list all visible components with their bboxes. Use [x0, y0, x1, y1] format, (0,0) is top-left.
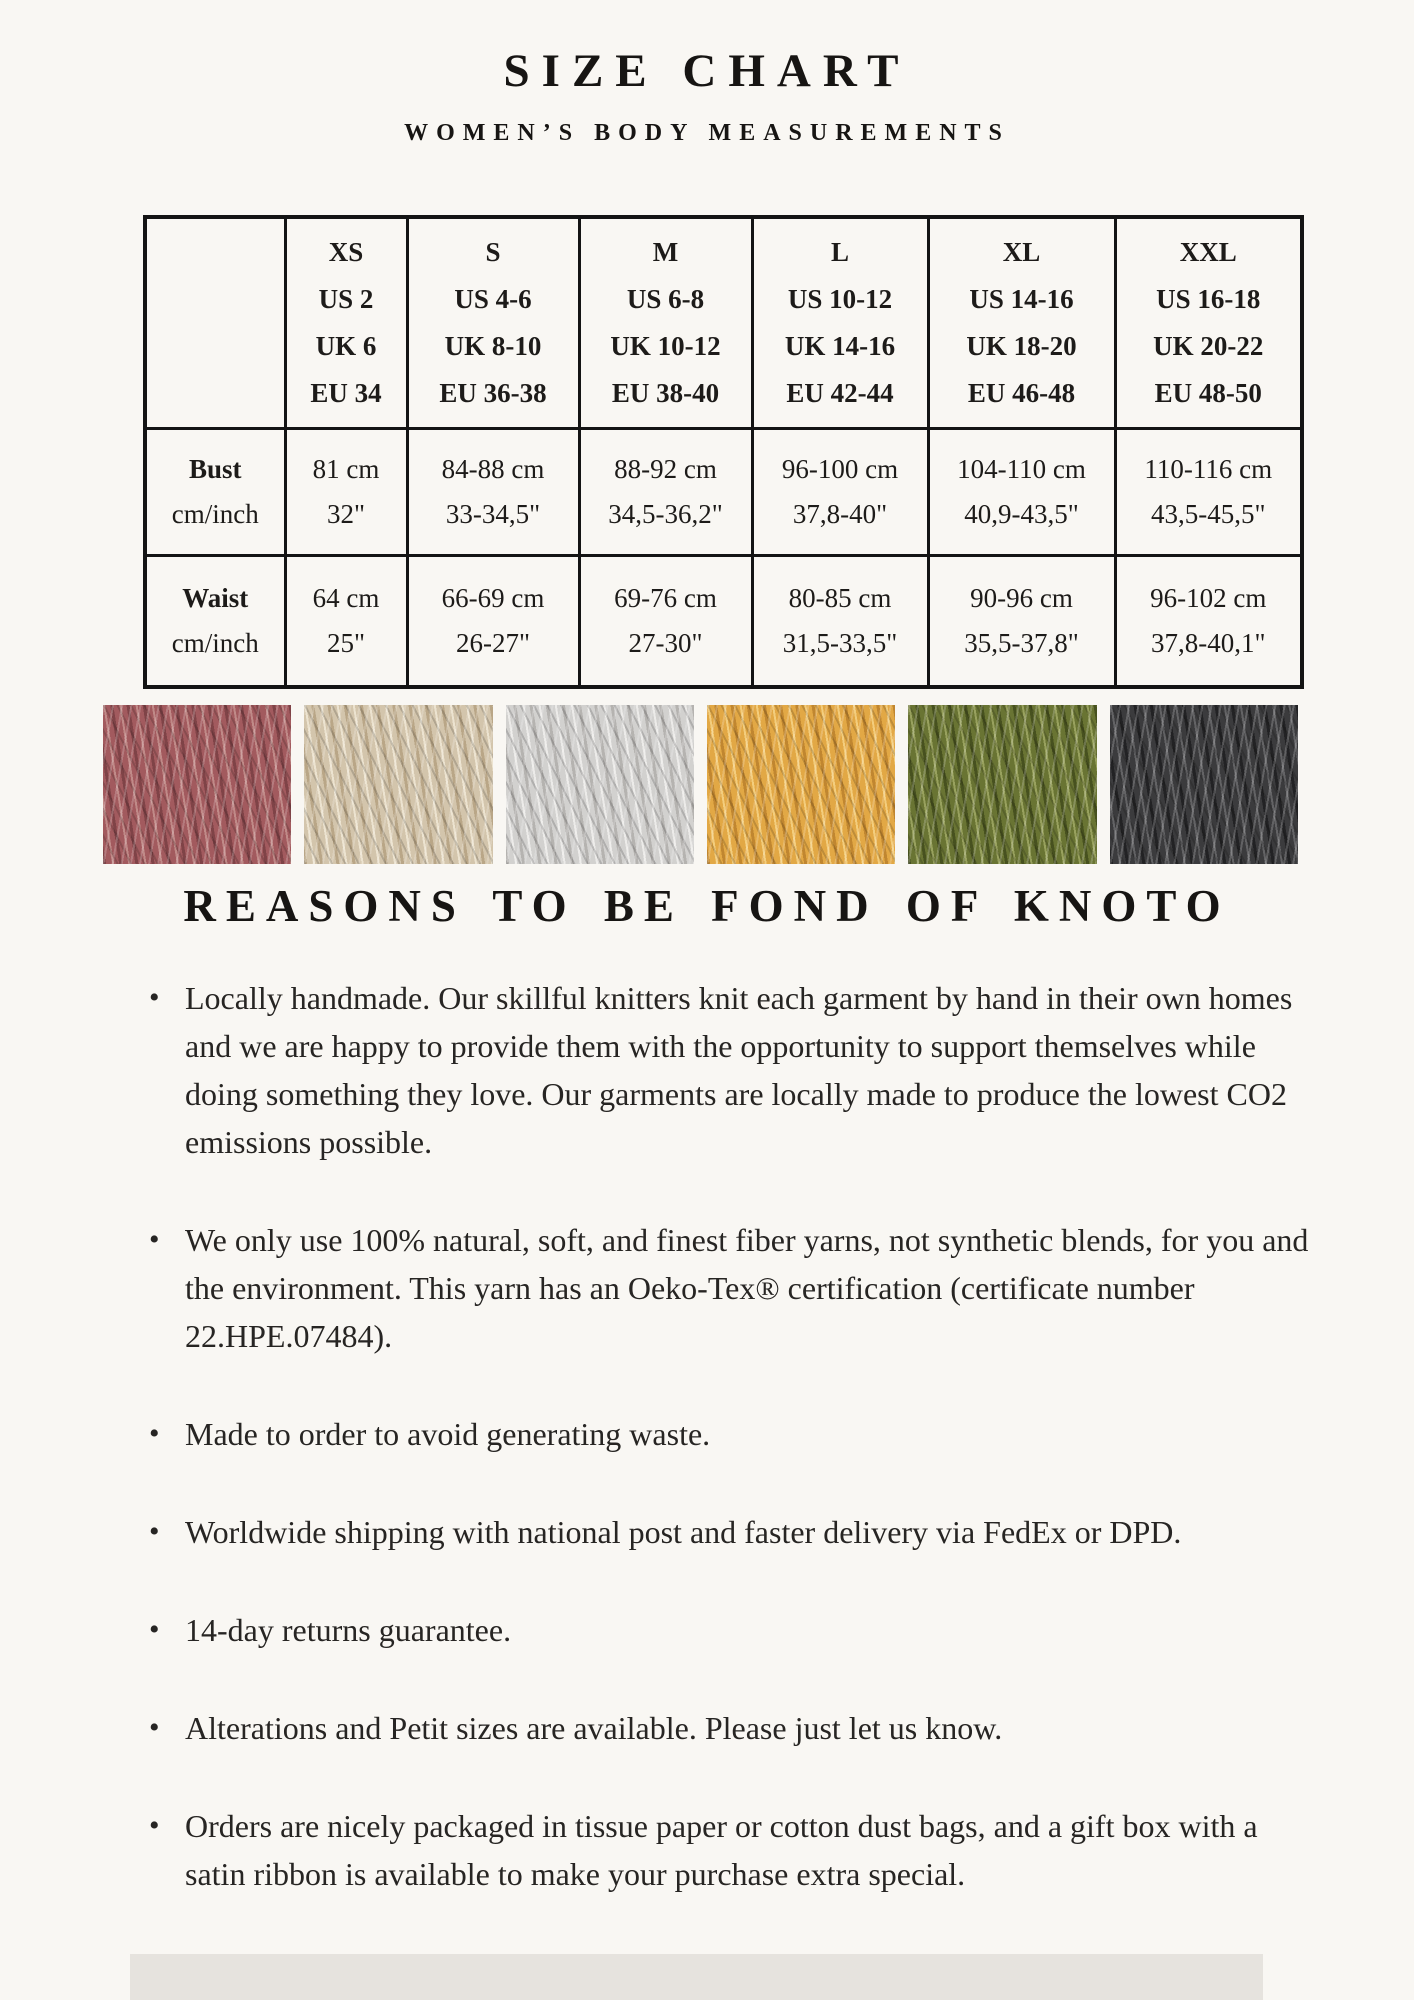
cm-value: 64 cm — [312, 583, 380, 613]
reason-text: 14-day returns guarantee. — [185, 1612, 512, 1648]
size-size-label: XS — [328, 237, 364, 267]
eu-size-label: EU 46-48 — [967, 378, 1076, 408]
beige-yarn-swatch — [304, 705, 492, 864]
size-size-label: XXL — [1179, 237, 1237, 267]
bottom-edge-bar — [130, 1954, 1263, 2000]
eu-size-label: EU 34 — [310, 378, 382, 408]
uk-size-label: UK 8-10 — [444, 331, 542, 361]
us-size-label: US 14-16 — [969, 284, 1074, 314]
measurement-value-cell — [928, 556, 1115, 688]
inch-value: 34,5-36,2" — [608, 499, 723, 529]
inch-value: 25" — [326, 628, 366, 658]
inch-value: 32" — [326, 499, 366, 529]
olive-green-yarn-swatch — [908, 705, 1096, 864]
size-column-header — [752, 217, 928, 429]
size-table-header-row — [145, 217, 1302, 429]
size-column-header — [285, 217, 407, 429]
reason-item — [147, 1508, 1312, 1556]
size-column-header — [407, 217, 579, 429]
reason-item — [147, 1410, 1312, 1458]
uk-size-label: UK 6 — [315, 331, 377, 361]
measurement-value-cell — [407, 429, 579, 556]
measurement-value-cell — [1115, 556, 1302, 688]
measurement-label-cell — [145, 429, 285, 556]
us-size-label: US 16-18 — [1156, 284, 1261, 314]
measurement-name: Waist — [182, 583, 249, 613]
light-gray-yarn-swatch — [506, 705, 694, 864]
reasons-list — [147, 974, 1312, 1898]
size-size-label: S — [485, 237, 501, 267]
size-size-label: M — [652, 237, 679, 267]
us-size-label: US 2 — [318, 284, 374, 314]
reason-text: Locally handmade. Our skillful knitters knit each garment by hand in their own homes and we are happy to provide them with the opportunity to support themselves while doing something they love. Our garments are locally made to produce the lowest CO2 emissions possible. — [185, 980, 1293, 1160]
reason-text: We only use 100% natural, soft, and finest fiber yarns, not synthetic blends, for you and the environment. This yarn has an Oeko-Tex® certification (certificate number 22.HPE.07484). — [185, 1222, 1309, 1354]
reason-text: Orders are nicely packaged in tissue paper or cotton dust bags, and a gift box with a satin ribbon is available to make your purchase extra special. — [185, 1808, 1258, 1892]
cm-value: 90-96 cm — [970, 583, 1073, 613]
size-column-header — [1115, 217, 1302, 429]
cm-value: 69-76 cm — [614, 583, 717, 613]
measurement-value-cell — [285, 429, 407, 556]
size-table-body — [145, 429, 1302, 688]
cm-value: 80-85 cm — [788, 583, 892, 613]
size-table-corner-cell — [145, 217, 285, 429]
dusty-rose-yarn-swatch — [103, 705, 291, 864]
reason-item — [147, 974, 1312, 1166]
uk-size-label: UK 20-22 — [1153, 331, 1264, 361]
us-size-label: US 10-12 — [787, 284, 893, 314]
size-table-row — [145, 429, 1302, 556]
inch-value: 37,8-40,1" — [1150, 628, 1266, 658]
reason-item — [147, 1704, 1312, 1752]
measurement-value-cell — [579, 429, 752, 556]
us-size-label: US 6-8 — [626, 284, 705, 314]
page-subtitle: WOMEN’S BODY MEASUREMENTS — [404, 120, 1010, 146]
reason-text: Worldwide shipping with national post and faster delivery via FedEx or DPD. — [185, 1514, 1182, 1550]
measurement-value-cell — [928, 429, 1115, 556]
measurement-value-cell — [752, 429, 928, 556]
charcoal-yarn-swatch — [1110, 705, 1298, 864]
page-title: SIZE CHART — [503, 45, 911, 97]
inch-value: 40,9-43,5" — [964, 499, 1079, 529]
cm-value: 66-69 cm — [441, 583, 545, 613]
inch-value: 26-27" — [455, 628, 530, 658]
cm-value: 110-116 cm — [1144, 454, 1273, 484]
section-heading: REASONS TO BE FOND OF KNOTO — [183, 881, 1231, 931]
cm-value: 104-110 cm — [957, 454, 1086, 484]
inch-value: 35,5-37,8" — [964, 628, 1079, 658]
measurement-value-cell — [1115, 429, 1302, 556]
inch-value: 37,8-40" — [792, 499, 888, 529]
inch-value: 31,5-33,5" — [782, 628, 898, 658]
measurement-unit: cm/inch — [171, 628, 259, 658]
eu-size-label: EU 48-50 — [1154, 378, 1262, 408]
reason-item — [147, 1216, 1312, 1360]
inch-value: 27-30" — [628, 628, 703, 658]
measurement-value-cell — [407, 556, 579, 688]
size-column-header — [928, 217, 1115, 429]
size-size-label: XL — [1002, 237, 1041, 267]
cm-value: 81 cm — [312, 454, 380, 484]
reason-text: Alterations and Petit sizes are available. Please just let us know. — [185, 1710, 1003, 1746]
cm-value: 84-88 cm — [441, 454, 545, 484]
eu-size-label: EU 42-44 — [786, 378, 894, 408]
measurement-value-cell — [285, 556, 407, 688]
uk-size-label: UK 14-16 — [784, 331, 896, 361]
reason-item — [147, 1802, 1312, 1898]
inch-value: 33-34,5" — [445, 499, 541, 529]
measurement-name: Bust — [188, 454, 242, 484]
size-size-label: L — [830, 237, 849, 267]
reason-item — [147, 1606, 1312, 1654]
reason-text: Made to order to avoid generating waste. — [185, 1416, 711, 1452]
inch-value: 43,5-45,5" — [1150, 499, 1266, 529]
measurement-value-cell — [752, 556, 928, 688]
us-size-label: US 4-6 — [454, 284, 532, 314]
measurement-value-cell — [579, 556, 752, 688]
eu-size-label: EU 38-40 — [611, 378, 720, 408]
measurement-unit: cm/inch — [171, 499, 259, 529]
cm-value: 96-100 cm — [781, 454, 899, 484]
cm-value: 88-92 cm — [614, 454, 717, 484]
mustard-yellow-yarn-swatch — [707, 705, 895, 864]
eu-size-label: EU 36-38 — [439, 378, 547, 408]
uk-size-label: UK 18-20 — [966, 331, 1077, 361]
yarn-swatch-strip — [103, 705, 1298, 864]
cm-value: 96-102 cm — [1150, 583, 1267, 613]
measurement-label-cell — [145, 556, 285, 688]
uk-size-label: UK 10-12 — [610, 331, 721, 361]
size-table — [143, 215, 1304, 689]
size-table-row — [145, 556, 1302, 688]
size-column-header — [579, 217, 752, 429]
